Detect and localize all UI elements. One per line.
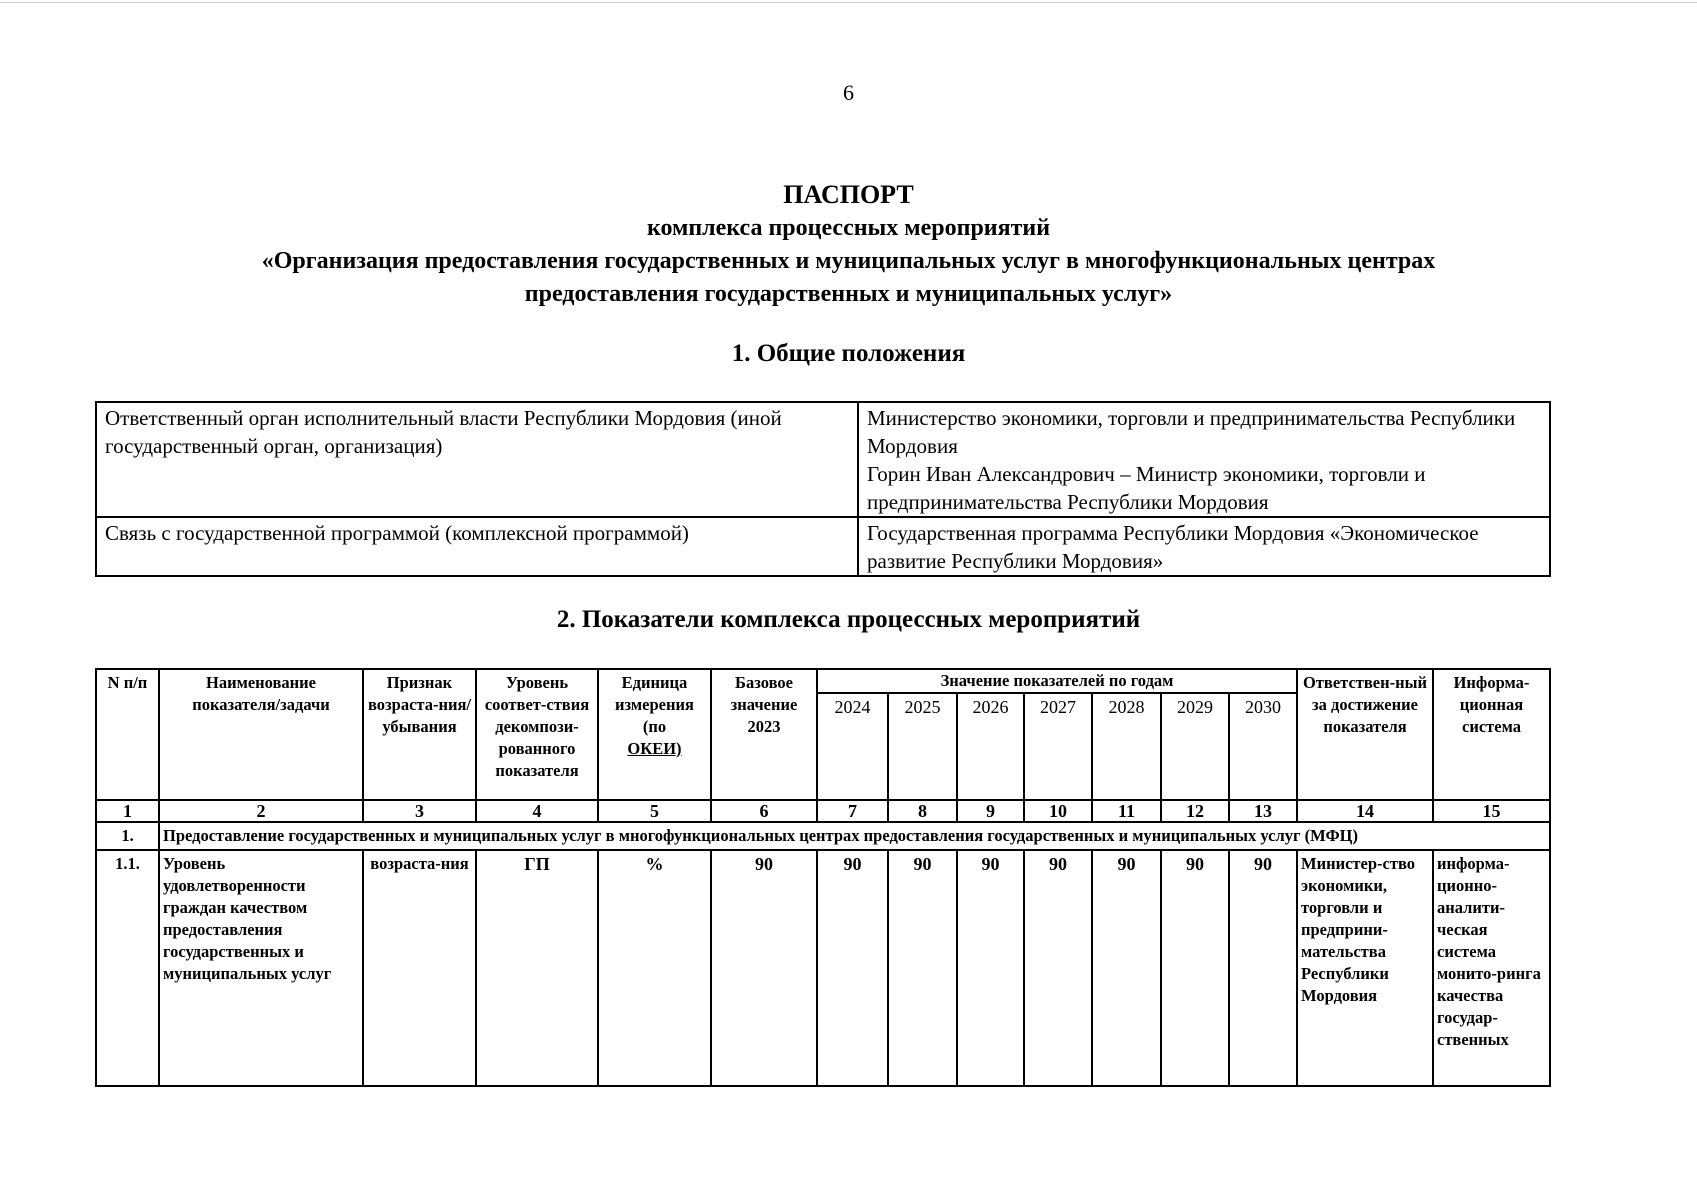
column-number: 4 xyxy=(476,800,598,822)
header-years-group: Значение показателей по годам xyxy=(817,669,1297,693)
row-unit: % xyxy=(598,850,711,1086)
column-number: 15 xyxy=(1433,800,1550,822)
page-number: 6 xyxy=(843,80,854,105)
scan-edge-line xyxy=(0,2,1697,3)
header-name: Наименование показателя/задачи xyxy=(159,669,363,800)
header-year: 2028 xyxy=(1092,693,1161,800)
title-complex: комплекса процессных мероприятий xyxy=(646,215,1051,241)
header-sign: Признак возраста-ния/ убывания xyxy=(363,669,476,800)
column-number: 14 xyxy=(1297,800,1433,822)
header-year: 2026 xyxy=(957,693,1024,800)
column-number: 10 xyxy=(1024,800,1092,822)
document-title xyxy=(0,178,1697,311)
row-infosys: информа-ционно-аналити-ческая система монито-ринга качества государ-ственных xyxy=(1433,850,1550,1086)
column-number: 7 xyxy=(817,800,888,822)
header-unit-okei: ОКЕИ) xyxy=(627,739,682,758)
task-row xyxy=(96,822,1550,850)
header-year: 2029 xyxy=(1161,693,1229,800)
header-base: Базовое значение 2023 xyxy=(711,669,817,800)
row-responsible: Министер-ство экономики, торговли и предприни-мательства Республики Мордовия xyxy=(1297,850,1433,1086)
row-num: 1.1. xyxy=(96,850,159,1086)
row-indicator-name: Уровень удовлетворенности граждан качеством предоставления государственных и муниципальных услуг xyxy=(159,850,363,1086)
column-number: 3 xyxy=(363,800,476,822)
responsible-body-value xyxy=(858,402,1550,517)
column-number: 11 xyxy=(1092,800,1161,822)
column-number: 13 xyxy=(1229,800,1297,822)
table-row xyxy=(96,517,1550,576)
task-num: 1. xyxy=(96,822,159,850)
column-number: 5 xyxy=(598,800,711,822)
responsible-body-label: Ответственный орган исполнительный власти Республики Мордовия (иной государственный орган, организация) xyxy=(96,402,858,517)
header-level: Уровень соответ-ствия декомпози-рованного показателя xyxy=(476,669,598,800)
section2-heading: 2. Показатели комплекса процессных мероприятий xyxy=(556,606,1141,633)
table-row xyxy=(96,402,1550,517)
minister-name: Горин Иван Александрович – Министр экономики, торговли и предпринимательства Республики Мордовия xyxy=(867,462,1426,514)
header-infosys: Информа-ционная система xyxy=(1433,669,1550,800)
row-year-value: 90 xyxy=(888,850,957,1086)
program-link-label: Связь с государственной программой (комплексной программой) xyxy=(96,517,858,576)
header-unit-text: Единица измерения (по xyxy=(615,673,694,736)
header-year: 2030 xyxy=(1229,693,1297,800)
section1-heading: 1. Общие положения xyxy=(731,340,966,367)
row-level: ГП xyxy=(476,850,598,1086)
header-unit xyxy=(598,669,711,800)
header-year: 2027 xyxy=(1024,693,1092,800)
header-num: N п/п xyxy=(96,669,159,800)
column-number: 12 xyxy=(1161,800,1229,822)
row-base: 90 xyxy=(711,850,817,1086)
indicators-table xyxy=(95,668,1551,1087)
task-name: Предоставление государственных и муниципальных услуг в многофункциональных центрах предоставления государственных и муниципальных услуг (МФЦ) xyxy=(159,822,1550,850)
general-provisions-table xyxy=(95,401,1551,577)
ministry-name: Министерство экономики, торговли и предпринимательства Республики Мордовия xyxy=(867,406,1516,458)
column-number: 1 xyxy=(96,800,159,822)
title-name-line1: «Организация предоставления государственных и муниципальных услуг в многофункциональных центрах xyxy=(261,248,1436,274)
row-year-value: 90 xyxy=(957,850,1024,1086)
row-year-value: 90 xyxy=(1024,850,1092,1086)
table-row xyxy=(96,850,1550,1086)
row-year-value: 90 xyxy=(817,850,888,1086)
header-row xyxy=(96,669,1550,693)
header-year: 2024 xyxy=(817,693,888,800)
title-name-line2: предоставления государственных и муниципальных услуг» xyxy=(524,281,1173,307)
title-passport: ПАСПОРТ xyxy=(783,180,914,209)
row-sign: возраста-ния xyxy=(363,850,476,1086)
header-responsible: Ответствен-ный за достижение показателя xyxy=(1297,669,1433,800)
column-number: 9 xyxy=(957,800,1024,822)
column-number: 2 xyxy=(159,800,363,822)
column-number: 6 xyxy=(711,800,817,822)
header-year: 2025 xyxy=(888,693,957,800)
column-number-row xyxy=(96,800,1550,822)
row-year-value: 90 xyxy=(1229,850,1297,1086)
row-year-value: 90 xyxy=(1092,850,1161,1086)
column-number: 8 xyxy=(888,800,957,822)
row-year-value: 90 xyxy=(1161,850,1229,1086)
program-link-value: Государственная программа Республики Мордовия «Экономическое развитие Республики Мордовия» xyxy=(858,517,1550,576)
